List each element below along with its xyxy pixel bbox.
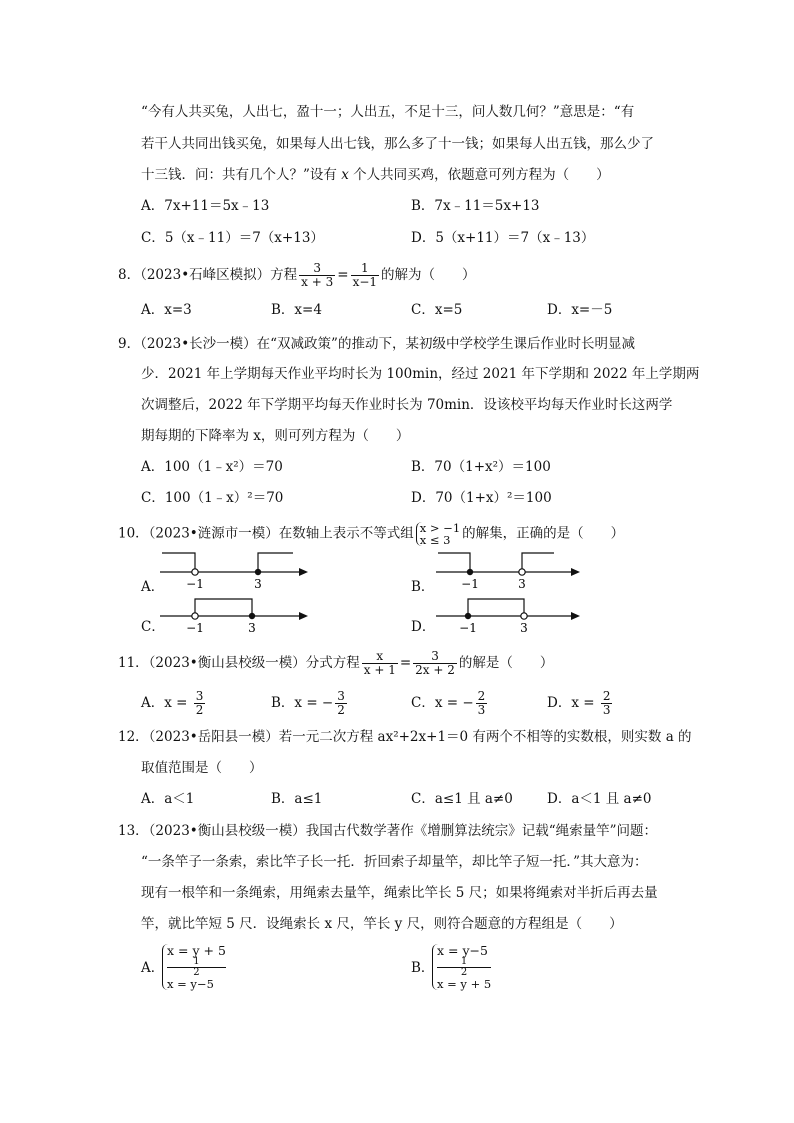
question8-option-c[interactable]: C．x=5 (411, 302, 463, 318)
question10-option-c-label[interactable]: C． (141, 619, 165, 635)
question11-option-b[interactable]: B．x = − $\frac{3}{2}$ (271, 689, 345, 717)
question11-stem: 11．（2023•衡山县校级一模）分式方程 $\frac{x}{x + 1}$ = $\frac{3}{2x + 2}$ 的解是（ ） (118, 649, 554, 677)
tick-label: −1 (461, 577, 479, 591)
question11-option-a[interactable]: A．x = $\frac{3}{2}$ (141, 689, 204, 717)
question12-stem-line2: 取值范围是（ ） (141, 760, 263, 776)
fraction: $\frac{3}{x + 3}$ (301, 261, 334, 289)
question9-stem-line1: 9．（2023•长沙一模）在“双减政策”的推动下，某初级中学校学生课后作业时长明显减 (118, 336, 635, 352)
question12-option-d[interactable]: D．a＜1 且 a≠0 (547, 791, 652, 807)
fraction: $\frac{x}{x + 1}$ (363, 649, 396, 677)
question9-option-d[interactable]: D．70（1+x）²＝100 (411, 490, 552, 506)
question10-option-a-label[interactable]: A． (141, 579, 165, 595)
tick-label: 3 (248, 621, 256, 635)
tick-label: −1 (459, 621, 477, 635)
question13-stem-line1: 13．（2023•衡山县校级一模）我国古代数学著作《增删算法统宗》记载“绳索量竿”问题： (118, 823, 658, 839)
question9-stem-line3: 次调整后，2022 年下学期平均每天作业时长为 70min．设该校平均每天作业时长这两学 (141, 397, 673, 413)
question10-option-c-number-line[interactable] (158, 594, 310, 636)
question13-stem-line2: “一条竿子一条索，索比竿子长一托．折回索子却量竿，却比竿子短一托．”其大意为： (141, 854, 648, 870)
question8-option-d[interactable]: D．x=－5 (547, 302, 613, 318)
question8-option-b[interactable]: B．x=4 (271, 302, 322, 318)
tick-label: 3 (520, 621, 528, 635)
question7-text-line3: 十三钱．问：共有几个人？”设有 x 个人共同买鸡，依题意可列方程为（ ） (141, 167, 610, 183)
fraction: $\frac{1}{x-1}$ (352, 261, 378, 289)
question10-option-d-label[interactable]: D． (411, 619, 436, 635)
question9-option-a[interactable]: A．100（1﹣x²）＝70 (141, 459, 283, 475)
question10-stem: 10．（2023•涟源市一模）在数轴上表示不等式组 x > −1 x ≤ 3 的解集，正确的是（ ） (118, 521, 625, 547)
question13-option-b-system[interactable]: x = y−5 1 2 x = y + 5 (430, 944, 493, 990)
fraction: $\frac{3}{2x + 2}$ (415, 649, 455, 677)
tick-label: 3 (254, 577, 262, 591)
question9-option-b[interactable]: B．70（1+x²）＝100 (411, 459, 551, 475)
question13-stem-line4: 竿，就比竿短 5 尺．设绳索长 x 尺，竿长 y 尺，则符合题意的方程组是（ ） (141, 916, 623, 932)
question7-option-d[interactable]: D．5（x+11）＝7（x﹣13） (411, 230, 595, 246)
question12-stem-line1: 12．（2023•岳阳县一模）若一元二次方程 ax²+2x+1＝0 有两个不相等的实数根，则实数 a 的 (118, 729, 692, 745)
question10-option-b-number-line[interactable] (434, 550, 582, 592)
question11-option-c[interactable]: C．x = − $\frac{2}{3}$ (411, 689, 486, 717)
question13-option-b-label[interactable]: B． (411, 960, 435, 976)
question7-option-c[interactable]: C．5（x﹣11）＝7（x+13） (141, 230, 324, 246)
question10-option-d-number-line[interactable] (434, 594, 582, 636)
question7-option-b[interactable]: B．7x﹣11＝5x+13 (411, 198, 540, 214)
question8-option-a[interactable]: A．x=3 (141, 302, 192, 318)
question12-option-a[interactable]: A．a＜1 (141, 791, 195, 807)
question13-option-a-system[interactable]: x = y + 5 1 2 x = y−5 (160, 944, 228, 990)
question13-stem-line3: 现有一根竿和一条绳索，用绳索去量竿，绳索比竿长 5 尺；如果将绳索对半折后再去量 (141, 885, 658, 901)
question12-option-b[interactable]: B．a≤1 (271, 791, 323, 807)
question10-option-a-number-line[interactable] (158, 550, 310, 592)
question7-option-a[interactable]: A．7x+11＝5x﹣13 (141, 198, 270, 214)
question8-stem: 8．（2023•石峰区模拟）方程 $\frac{3}{x + 3}$ = $\frac{1}{x-1}$ 的解为（ ） (118, 261, 476, 289)
question9-option-c[interactable]: C．100（1﹣x）²＝70 (141, 490, 284, 506)
question11-option-d[interactable]: D．x = $\frac{2}{3}$ (547, 689, 611, 717)
question10-option-b-label[interactable]: B． (411, 579, 435, 595)
question7-text-line1: “今有人共买兔，人出七，盈十一；人出五，不足十三，问人数几何？”意思是：“有 (141, 104, 635, 120)
inequality-system: x > −1 x ≤ 3 (416, 522, 460, 546)
question13-option-a-label[interactable]: A． (141, 960, 165, 976)
question7-text-line2: 若干人共同出钱买兔，如果每人出七钱，那么多了十一钱；如果每人出五钱，那么少了 (141, 136, 654, 152)
tick-label: −1 (186, 621, 204, 635)
question12-option-c[interactable]: C．a≤1 且 a≠0 (411, 791, 513, 807)
tick-label: −1 (186, 577, 204, 591)
tick-label: 3 (518, 577, 526, 591)
question9-stem-line4: 期每期的下降率为 x，则可列方程为（ ） (141, 428, 410, 444)
question9-stem-line2: 少．2021 年上学期每天作业平均时长为 100min，经过 2021 年下学期和 2022 年上学期两 (141, 366, 700, 382)
